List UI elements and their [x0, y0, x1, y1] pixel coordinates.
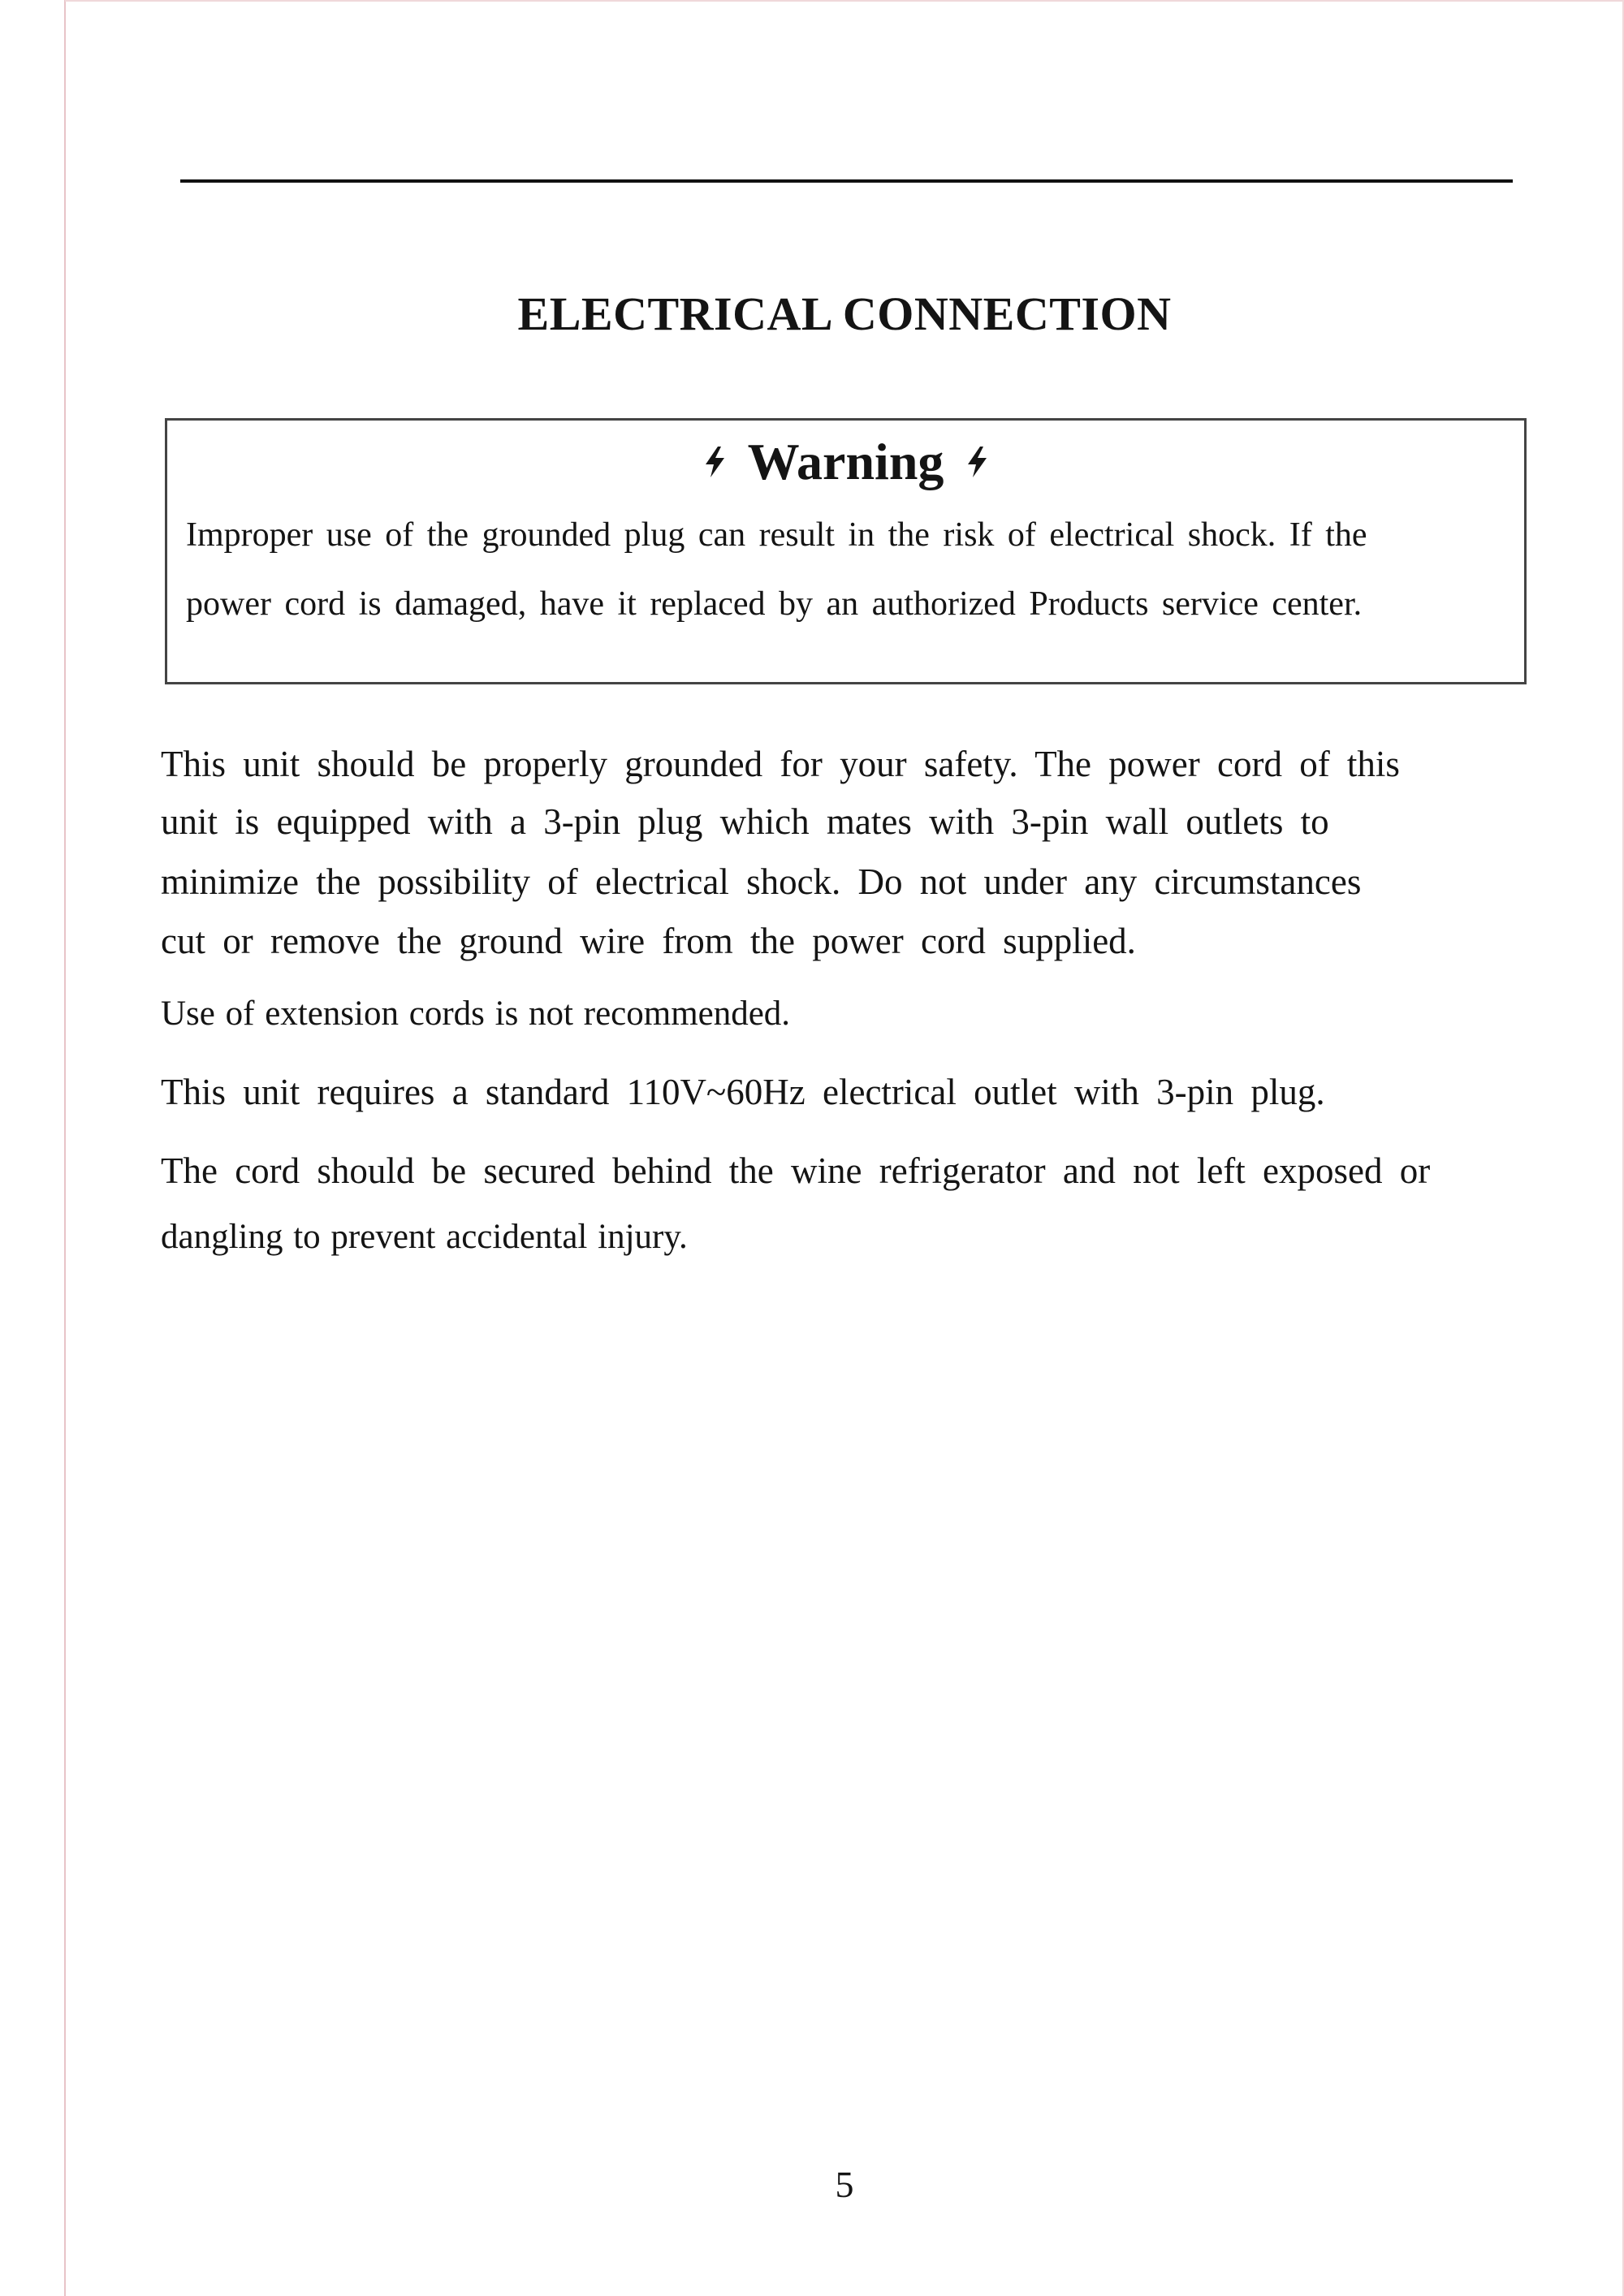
body-text-line: This unit should be properly grounded for your safety. The power cord of this — [161, 744, 1400, 784]
warning-text-line: Improper use of the grounded plug can result in the risk of electrical shock. If the — [186, 516, 1367, 554]
page-title: ELECTRICAL CONNECTION — [517, 287, 1172, 340]
page-edge-left — [64, 0, 66, 2296]
warning-box — [165, 418, 1527, 684]
body-text-line: Use of extension cords is not recommended. — [161, 995, 791, 1033]
lightning-bolt-icon — [702, 447, 727, 477]
body-text-line: This unit requires a standard 110V~60Hz electrical outlet with 3-pin plug. — [161, 1072, 1325, 1112]
warning-heading-text: Warning — [747, 433, 944, 490]
body-text-line: unit is equipped with a 3-pin plug which mates with 3-pin wall outlets to — [161, 801, 1329, 842]
warning-text-line: power cord is damaged, have it replaced by an authorized Products service center. — [186, 585, 1363, 623]
page-number: 5 — [835, 2164, 854, 2205]
warning-heading — [167, 433, 1524, 490]
page-edge-top — [65, 0, 1624, 2]
body-text-line: cut or remove the ground wire from the power cord supplied. — [161, 921, 1136, 961]
body-text-line: dangling to prevent accidental injury. — [161, 1218, 688, 1256]
lightning-bolt-icon — [965, 447, 989, 477]
body-text-line: minimize the possibility of electrical shock. Do not under any circumstances — [161, 861, 1362, 902]
body-text-line: The cord should be secured behind the wine refrigerator and not left exposed or — [161, 1150, 1431, 1191]
header-rule — [180, 179, 1513, 183]
